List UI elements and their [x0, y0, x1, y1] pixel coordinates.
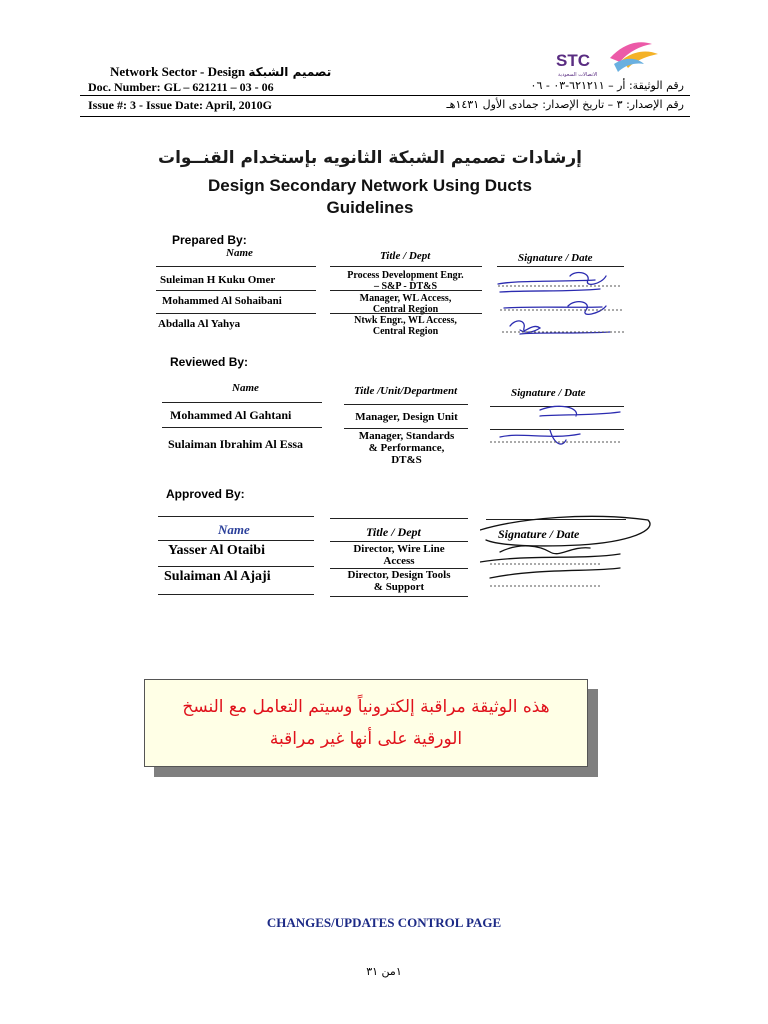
reviewed-heading: Reviewed By:: [170, 355, 249, 369]
logo-text: STC: [556, 51, 590, 70]
header-title: [110, 64, 331, 80]
approved-title-2-line1: Director, Design Tools: [347, 569, 451, 581]
approved-rule: [158, 516, 314, 517]
prepared-title-3-line2: Central Region: [372, 326, 439, 337]
page-number: ١من ٣١: [366, 965, 402, 978]
approved-rule: [158, 540, 314, 541]
approved-rule: [330, 541, 468, 542]
signature-scribble-7: [480, 546, 620, 562]
reviewed-name-2: Sulaiman Ibrahim Al Essa: [168, 437, 304, 451]
approved-title-1-line1: Director, Wire Line: [353, 543, 445, 555]
prepared-name-1: Suleiman H Kuku Omer: [160, 274, 276, 286]
electronic-control-notice: [144, 679, 588, 767]
prepared-col-title: Title / Dept: [380, 250, 431, 262]
approved-title-2-line2: & Support: [373, 581, 425, 593]
document-title-line1: Design Secondary Network Using Ducts: [207, 176, 533, 195]
prepared-heading: Prepared By:: [172, 233, 247, 247]
reviewed-rule: [344, 404, 468, 405]
header-divider-bottom: [80, 116, 690, 117]
prepared-rule: [330, 313, 482, 314]
prepared-title-3-line1: Ntwk Engr., WL Access,: [354, 315, 457, 326]
prepared-title-2: [328, 293, 483, 315]
reviewed-title-2-line2: & Performance,: [368, 442, 445, 454]
approved-rule: [330, 518, 468, 519]
reviewed-title-2-line3: DT&S: [391, 454, 422, 466]
approved-title-1: [330, 543, 468, 567]
prepared-rule: [330, 266, 482, 267]
prepared-col-sig: Signature / Date: [518, 252, 593, 264]
prepared-rule: [156, 290, 316, 291]
approved-title-1-line2: Access: [383, 555, 415, 567]
reviewed-title-2: [344, 430, 469, 466]
signatures: [480, 262, 660, 622]
prepared-title-1-line2: – S&P - DT&S: [373, 281, 438, 292]
issue-info-ar: رقم الإصدار: ٣ – تاريخ الإصدار: جمادى الأول ١٤٣١هـ: [446, 98, 684, 111]
signature-scribble-6: [480, 516, 650, 546]
signature-scribble-8: [490, 568, 620, 578]
approved-name-2: Sulaiman Al Ajaji: [164, 569, 271, 584]
signature-scribble-1: [498, 273, 606, 292]
prepared-title-2-line1: Manager, WL Access,: [359, 293, 452, 304]
approved-heading: Approved By:: [166, 487, 245, 501]
reviewed-rule: [344, 428, 468, 429]
prepared-name-3: Abdalla Al Yahya: [158, 318, 241, 330]
notice-line-1: هذه الوثيقة مراقبة إلكترونياً وسيتم التعامل مع النسخ: [182, 697, 550, 717]
approved-rule: [158, 594, 314, 595]
stc-logo-icon: [540, 40, 660, 80]
prepared-rule: [330, 290, 482, 291]
reviewed-name-1: Mohammed Al Gahtani: [170, 408, 292, 422]
prepared-title-1: [328, 270, 483, 292]
stc-logo: [540, 40, 660, 80]
doc-number-ar: رقم الوثيقة: أر – ٦٢١٢١١-٠٣ - ٠٦: [530, 79, 684, 92]
reviewed-title-1: Manager, Design Unit: [355, 411, 458, 423]
approved-title-2: [330, 569, 468, 593]
approved-col-name: Name: [218, 522, 250, 537]
prepared-name-2: Mohammed Al Sohaibani: [162, 295, 282, 307]
reviewed-rule: [162, 402, 322, 403]
reviewed-col-sig: Signature / Date: [511, 387, 586, 399]
approved-col-title: Title / Dept: [366, 525, 421, 539]
document-title-en: [150, 175, 590, 219]
issue-info: Issue #: 3 - Issue Date: April, 2010G: [88, 98, 273, 112]
reviewed-col-title: Title /Unit/Department: [354, 385, 458, 397]
header-title-en: Network Sector - Design: [110, 64, 246, 79]
approved-name-1: Yasser Al Otaibi: [168, 543, 265, 558]
prepared-title-3: [328, 315, 483, 337]
approved-rule: [330, 596, 468, 597]
document-title-line2: Guidelines: [326, 198, 414, 217]
header-divider: [80, 95, 690, 96]
approved-col-sig: Signature / Date: [498, 527, 580, 541]
prepared-title-1-line1: Process Development Engr.: [347, 270, 464, 281]
notice-line-2: الورقية على أنها غير مراقبة: [269, 729, 463, 749]
reviewed-title-2-line1: Manager, Standards: [358, 430, 455, 442]
prepared-rule: [156, 266, 316, 267]
prepared-title-2-line2: Central Region: [372, 304, 439, 315]
logo-subtitle: الاتصالات السعودية: [558, 72, 598, 78]
prepared-col-name: Name: [226, 247, 253, 259]
changes-heading: CHANGES/UPDATES CONTROL PAGE: [266, 915, 502, 930]
doc-number: Doc. Number: GL – 621211 – 03 - 06: [88, 80, 274, 94]
approved-rule: [158, 566, 314, 567]
header-title-ar: تصميم الشبكة: [248, 65, 332, 79]
signature-scribble-4: [540, 406, 620, 416]
reviewed-rule: [162, 427, 322, 428]
signature-scribble-2: [504, 302, 606, 315]
reviewed-col-name: Name: [232, 382, 259, 394]
document-title-ar: إرشادات تصميم الشبكة الثانويه بإستخدام القنــوات: [157, 148, 582, 168]
prepared-rule: [156, 313, 316, 314]
